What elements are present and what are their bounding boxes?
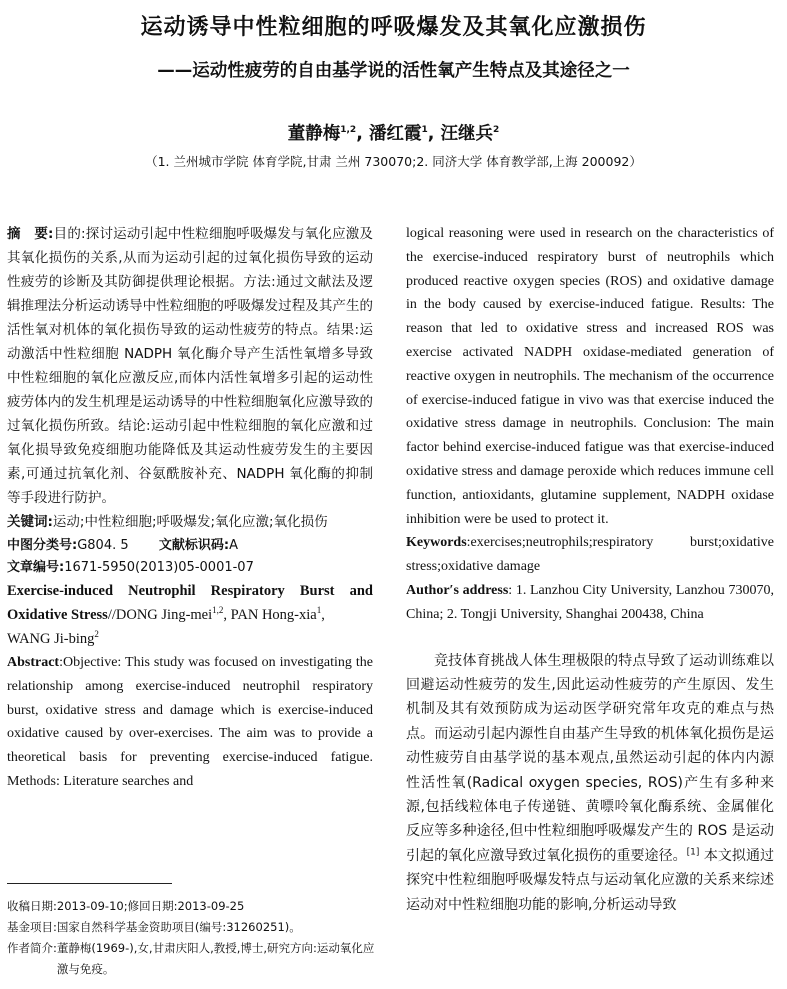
chinese-abstract <box>7 222 373 510</box>
keywords-text: 运动;中性粒细胞;呼吸爆发;氧化应激;氧化损伤 <box>52 514 328 530</box>
english-authors-mid: , PAN Hong-xia <box>223 607 317 623</box>
fund-label: 基金项目: <box>7 920 57 934</box>
english-authors-second-line: WANG Ji-bing <box>7 631 95 647</box>
english-author-mark: 1 <box>316 605 322 616</box>
paper-subtitle: ——运动性疲劳的自由基学说的活性氧产生特点及其途径之一 <box>157 61 630 81</box>
body-text: 竞技体育挑战人体生理极限的特点导致了运动训练难以回避运动性疲劳的发生,因此运动性疲劳的产生原因、发生机制及其有效预防成为运动医学研究常年攻克的难点与热点。而运动引起内源性自由基产生导致的机体氧化损伤是运动性疲劳自由基学说的基本观点,虽然运动引起的体内内源性活性氧(Radical oxygen species, ROS)产生有多种来源,包括线粒体电子传递链、黄嘌呤氧化酶系统、金属催化反应等多种途径,但中性粒细胞呼吸爆发产生的 ROS 是运动引起的氧化应激导致过氧化损伤的重要途径。 <box>406 652 774 864</box>
article-number-label: 文章编号: <box>7 560 65 575</box>
english-keywords-text: :exercises;neutrophils;respiratory burst;oxidative stress;oxidative damage <box>406 535 774 575</box>
author-separator: , <box>356 124 363 144</box>
english-authors: //DONG Jing-mei <box>107 607 213 623</box>
body-paragraph <box>406 649 774 917</box>
chinese-keywords <box>7 510 373 534</box>
body-text-continued: 本文拟通过探究中性粒细胞呼吸爆发特点与运动氧化应激的关系来综述运动对中性粒细胞功能的影响,分析运动导致 <box>406 847 775 913</box>
author-bio-value: 董静梅(1969-),女,甘肃庆阳人,教授,博士,研究方向:运动氧化应激与免疫。 <box>56 941 375 976</box>
citation-ref: [1] <box>686 847 700 858</box>
english-authors-sep: , <box>321 607 325 623</box>
author-affiliation-mark: 2 <box>492 125 500 136</box>
classification-line <box>7 535 373 557</box>
affiliation-line: （1. 兰州城市学院 体育学院,甘肃 兰州 730070;2. 同济大学 体育教学部,上海 200092） <box>145 154 642 169</box>
abstract-label: 摘 要: <box>7 226 54 242</box>
article-number-value: 1671-5950(2013)05-0001-07 <box>64 560 254 575</box>
english-abstract-left <box>7 651 373 794</box>
received-label: 收稿日期: <box>7 899 57 913</box>
received-value: 2013-09-10;修回日期:2013-09-25 <box>56 899 245 913</box>
author-bio-label: 作者简介: <box>7 941 57 955</box>
english-abstract-right: logical reasoning were used in research on the characteristics of the exercise-induced respiratory burst of neutrophils which produced reactive oxygen species (ROS) and oxidative damage in the body caused by exercise-induced fatigue. Results: The reason that led to oxidative stress and increased ROS was exercise activated NADPH oxidase-mediated generation of reactive oxygen in neutrophils. The mechanism of the occurrence of exercise-induced fatigue in vivo was that exercise induced the oxidative stress damage in neutrophils. Conclusion: The main factor behind exercise-induced fatigue was that exercise-induced oxidative stress and damage peroxide which reduces immune cell function, antioxidants, glutamine supplement, NADPH oxidase inhibition were be used to protect it. <box>406 226 774 527</box>
footnote-divider <box>7 883 172 884</box>
author-address <box>406 579 774 627</box>
clc-label: 中图分类号: <box>7 538 78 553</box>
left-column <box>7 222 373 794</box>
author-separator: , <box>427 124 435 144</box>
author-list <box>0 120 787 145</box>
author-address-text: : 1. Lanzhou City University, Lanzhou 730070, China; 2. Tongji University, Shanghai 200438, China <box>406 582 774 622</box>
author-name: 董静梅 <box>287 124 341 144</box>
doc-code-value: A <box>229 538 239 553</box>
fund-line <box>7 917 379 938</box>
author-affiliation-mark: 1 <box>421 125 428 136</box>
fund-value: 国家自然科学基金资助项目(编号:31260251)。 <box>56 920 301 934</box>
english-title-block <box>7 579 373 651</box>
right-column <box>406 222 774 917</box>
keywords-label: 关键词: <box>7 514 53 530</box>
english-abstract-label: Abstract <box>7 655 60 670</box>
received-date-line <box>7 896 379 917</box>
article-number-line <box>7 557 373 579</box>
footnotes <box>7 896 379 980</box>
english-author-mark: 1,2 <box>212 605 224 616</box>
author-name: 潘红霞 <box>368 124 422 144</box>
english-title: Exercise-induced Neutrophil Respiratory Burst and Oxidative Stress <box>7 583 373 623</box>
abstract-text: 目的:探讨运动引起中性粒细胞呼吸爆发与氧化应激及其氧化损伤的关系,从而为运动引起的过氧化损伤导致的运动性疲劳的诊断及其防御提供理论根据。方法:通过文献法及逻辑推理法分析运动诱导中性粒细胞的呼吸爆发过程及其产生的活性氧对机体的氧化损伤导致的运动性疲劳的特点。结果:运动激活中性粒细胞 NADPH 氧化酶介导产生活性氧增多导致中性粒细胞的氧化应激反应,而体内活性氧增多引起的运动性疲劳体内的发生机理是运动诱导的中性粒细胞氧化应激导致的过氧化损伤所致。结论:运动引起中性粒细胞的氧化应激和过氧化损导致免疫细胞功能降低及其运动性疲劳发生的主要因素,可通过抗氧化剂、谷氨酰胺补充、NADPH 氧化酶的抑制等手段进行防护。 <box>7 226 373 506</box>
english-abstract-text: :Objective: This study was focused on investigating the relationship among exercise-induced neutrophil respiratory burst, oxidative stress and damage which is exercise-induced oxidative caused by over-exercises. The aim was to provide a theoretical basis for preventing exercise-induced fatigue. Methods: Literature searches and <box>7 655 373 789</box>
english-keywords <box>406 531 774 579</box>
english-keywords-label: Keywords <box>406 535 467 551</box>
english-author-mark: 2 <box>94 629 99 640</box>
paper-title: 运动诱导中性粒细胞的呼吸爆发及其氧化应激损伤 <box>140 15 647 40</box>
doc-code-label: 文献标识码: <box>158 538 230 553</box>
author-name: 汪继兵 <box>440 124 493 144</box>
clc-value: G804. 5 <box>77 538 129 553</box>
author-bio-line <box>7 938 379 980</box>
author-address-label: Author′s address <box>406 582 509 598</box>
author-affiliation-mark: 1,2 <box>340 125 357 136</box>
